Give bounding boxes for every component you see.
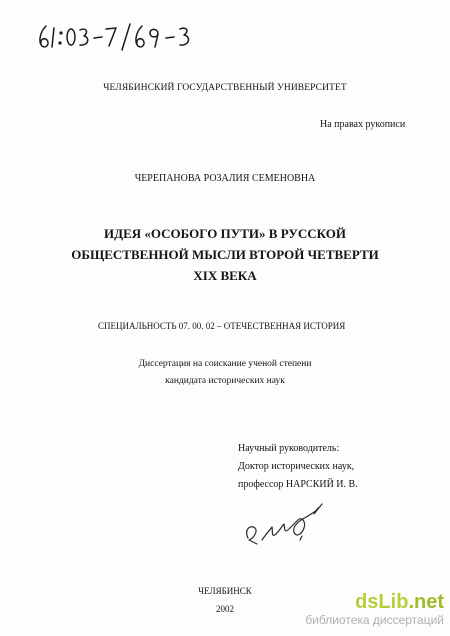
- degree-line: кандидата исторических наук: [165, 376, 285, 386]
- city: ЧЕЛЯБИНСК: [198, 586, 252, 596]
- title-line: ИДЕЯ «ОСОБОГО ПУТИ» В РУССКОЙ: [104, 226, 346, 241]
- degree-statement: [0, 356, 450, 390]
- specialty-line: СПЕЦИАЛЬНОСТЬ 07. 00. 02 – ОТЕЧЕСТВЕННАЯ ИСТОРИЯ: [98, 321, 346, 331]
- watermark-subtitle: библиотека диссертаций: [305, 613, 444, 627]
- supervisor-line: профессор НАРСКИЙ И. В.: [238, 479, 358, 490]
- logo-domain: .net: [408, 591, 444, 613]
- supervisor-line: Доктор исторических наук,: [238, 461, 355, 472]
- year: 2002: [216, 604, 234, 614]
- dslib-watermark[interactable]: [305, 591, 444, 627]
- dissertation-title: [0, 223, 450, 286]
- degree-line: Диссертация на соискание ученой степени: [138, 359, 312, 369]
- title-line: ОБЩЕСТВЕННОЙ МЫСЛИ ВТОРОЙ ЧЕТВЕРТИ: [71, 247, 379, 262]
- author-name: ЧЕРЕПАНОВА РОЗАЛИЯ СЕМЕНОВНА: [134, 173, 316, 184]
- handwritten-catalog-code: [34, 16, 224, 56]
- dslib-logo: [305, 591, 444, 613]
- title-line: XIX ВЕКА: [193, 268, 257, 283]
- university-name: ЧЕЛЯБИНСКИЙ ГОСУДАРСТВЕННЫЙ УНИВЕРСИТЕТ: [103, 83, 347, 93]
- signature: [240, 500, 350, 548]
- logo-main: dsLib: [355, 591, 409, 613]
- manuscript-rights-note: На правах рукописи: [320, 119, 406, 130]
- supervisor-block: [238, 440, 358, 494]
- supervisor-line: Научный руководитель:: [238, 443, 340, 454]
